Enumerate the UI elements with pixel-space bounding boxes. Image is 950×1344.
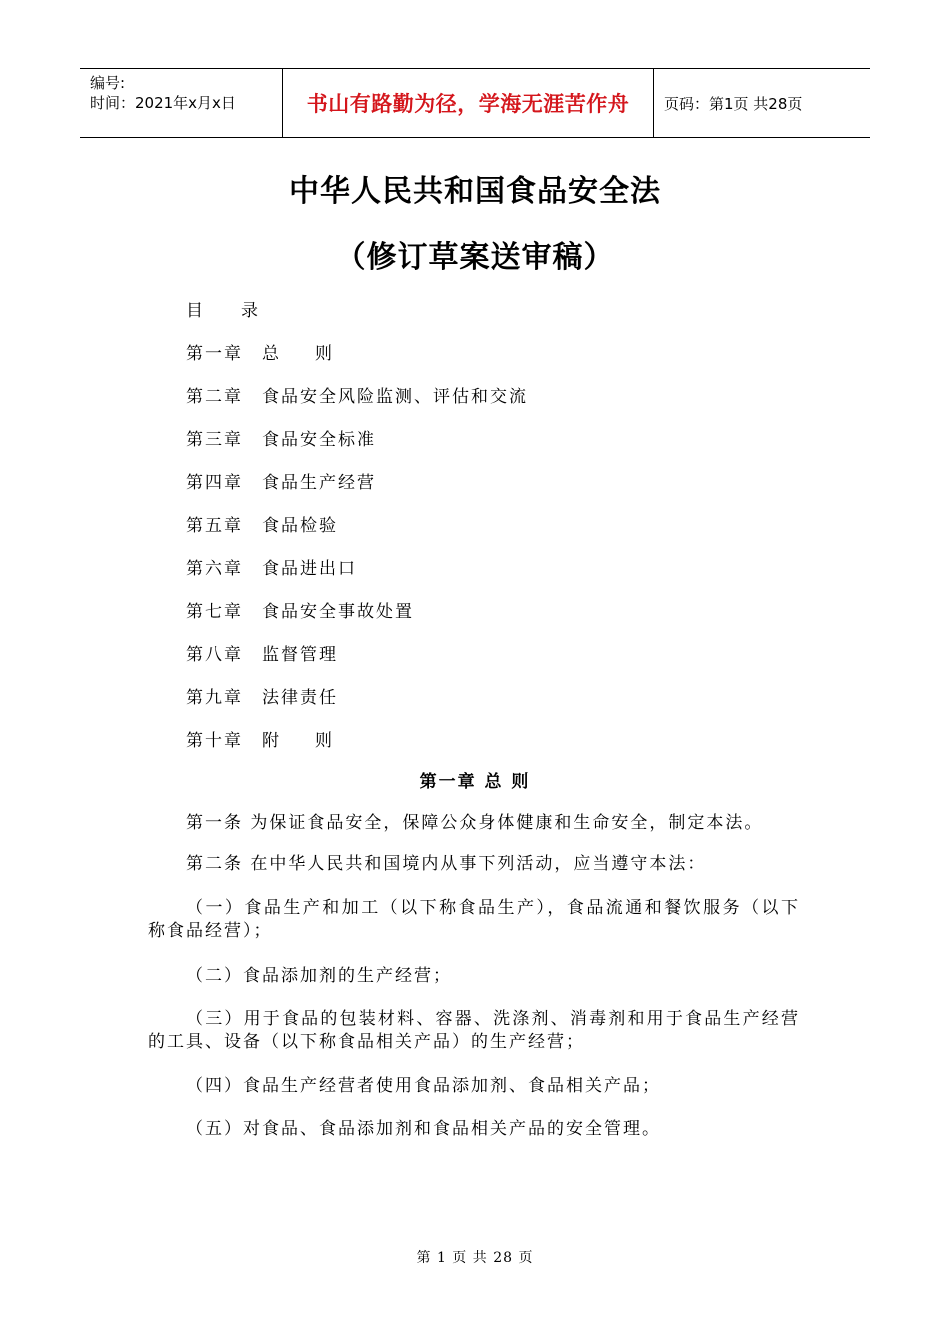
page-header — [80, 68, 870, 138]
toc-name: 监督管理 — [262, 645, 338, 665]
toc-chapter: 第六章 — [186, 559, 243, 579]
header-meta — [80, 69, 282, 137]
article-item: （二）食品添加剂的生产经营； — [186, 966, 452, 986]
toc-chapter: 第三章 — [186, 430, 243, 450]
toc-chapter: 第四章 — [186, 473, 243, 493]
toc-chapter: 第七章 — [186, 602, 243, 622]
toc-item — [186, 468, 376, 493]
chapter-heading: 第一章 总 则 — [419, 772, 531, 792]
header-motto: 书山有路勤为径，学海无涯苦作舟 — [282, 69, 654, 137]
toc-name-part: 附 — [262, 731, 281, 751]
toc-name: 法律责任 — [262, 688, 338, 708]
toc-name: 食品安全事故处置 — [262, 602, 414, 622]
toc-name-part: 则 — [315, 731, 334, 751]
article-item: （一）食品生产和加工（以下称食品生产），食品流通和餐饮服务（以下称食品经营）； — [148, 898, 800, 941]
article-2: 第二条 在中华人民共和国境内从事下列活动，应当遵守本法： — [186, 854, 707, 874]
number-label: 编号: — [90, 74, 126, 92]
article-item: （五）对食品、食品添加剂和食品相关产品的安全管理。 — [186, 1119, 661, 1139]
toc-name: 食品检验 — [262, 516, 338, 536]
toc-name-part: 则 — [315, 344, 334, 364]
header-page-label: 页码：第1页 共28页 — [664, 94, 803, 113]
article-item: （四）食品生产经营者使用食品添加剂、食品相关产品； — [186, 1076, 661, 1096]
toc-chapter: 第一章 — [186, 344, 243, 364]
time-label: 时间：2021年x月x日 — [90, 94, 236, 112]
toc-chapter: 第十章 — [186, 731, 243, 751]
toc-item — [186, 382, 528, 407]
article-1: 第一条 为保证食品安全，保障公众身体健康和生命安全，制定本法。 — [186, 813, 764, 833]
toc-item — [186, 339, 334, 364]
toc-item — [186, 511, 338, 536]
toc-chapter: 第八章 — [186, 645, 243, 665]
toc-chapter: 第二章 — [186, 387, 243, 407]
page-footer: 第 1 页 共 28 页 — [416, 1250, 534, 1266]
document-title: 中华人民共和国食品安全法 — [289, 174, 661, 209]
article-item: （三）用于食品的包装材料、容器、洗涤剂、消毒剂和用于食品生产经营的工具、设备（以下称食品相关产品）的生产经营； — [148, 1009, 800, 1052]
toc-name: 食品进出口 — [262, 559, 357, 579]
toc-name: 食品安全风险监测、评估和交流 — [262, 387, 528, 407]
toc-item — [186, 683, 338, 708]
toc-item — [186, 425, 376, 450]
toc-heading-right: 录 — [241, 301, 258, 321]
toc-item — [186, 726, 334, 751]
toc-heading — [186, 296, 258, 321]
toc-heading-left: 目 — [186, 301, 203, 321]
toc-name: 食品生产经营 — [262, 473, 376, 493]
toc-name-part: 总 — [262, 344, 281, 364]
toc-item — [186, 597, 414, 622]
toc-chapter: 第五章 — [186, 516, 243, 536]
toc-chapter: 第九章 — [186, 688, 243, 708]
toc-item — [186, 640, 338, 665]
toc-name: 食品安全标准 — [262, 430, 376, 450]
toc-item — [186, 554, 357, 579]
document-subtitle: （修订草案送审稿） — [335, 240, 615, 275]
